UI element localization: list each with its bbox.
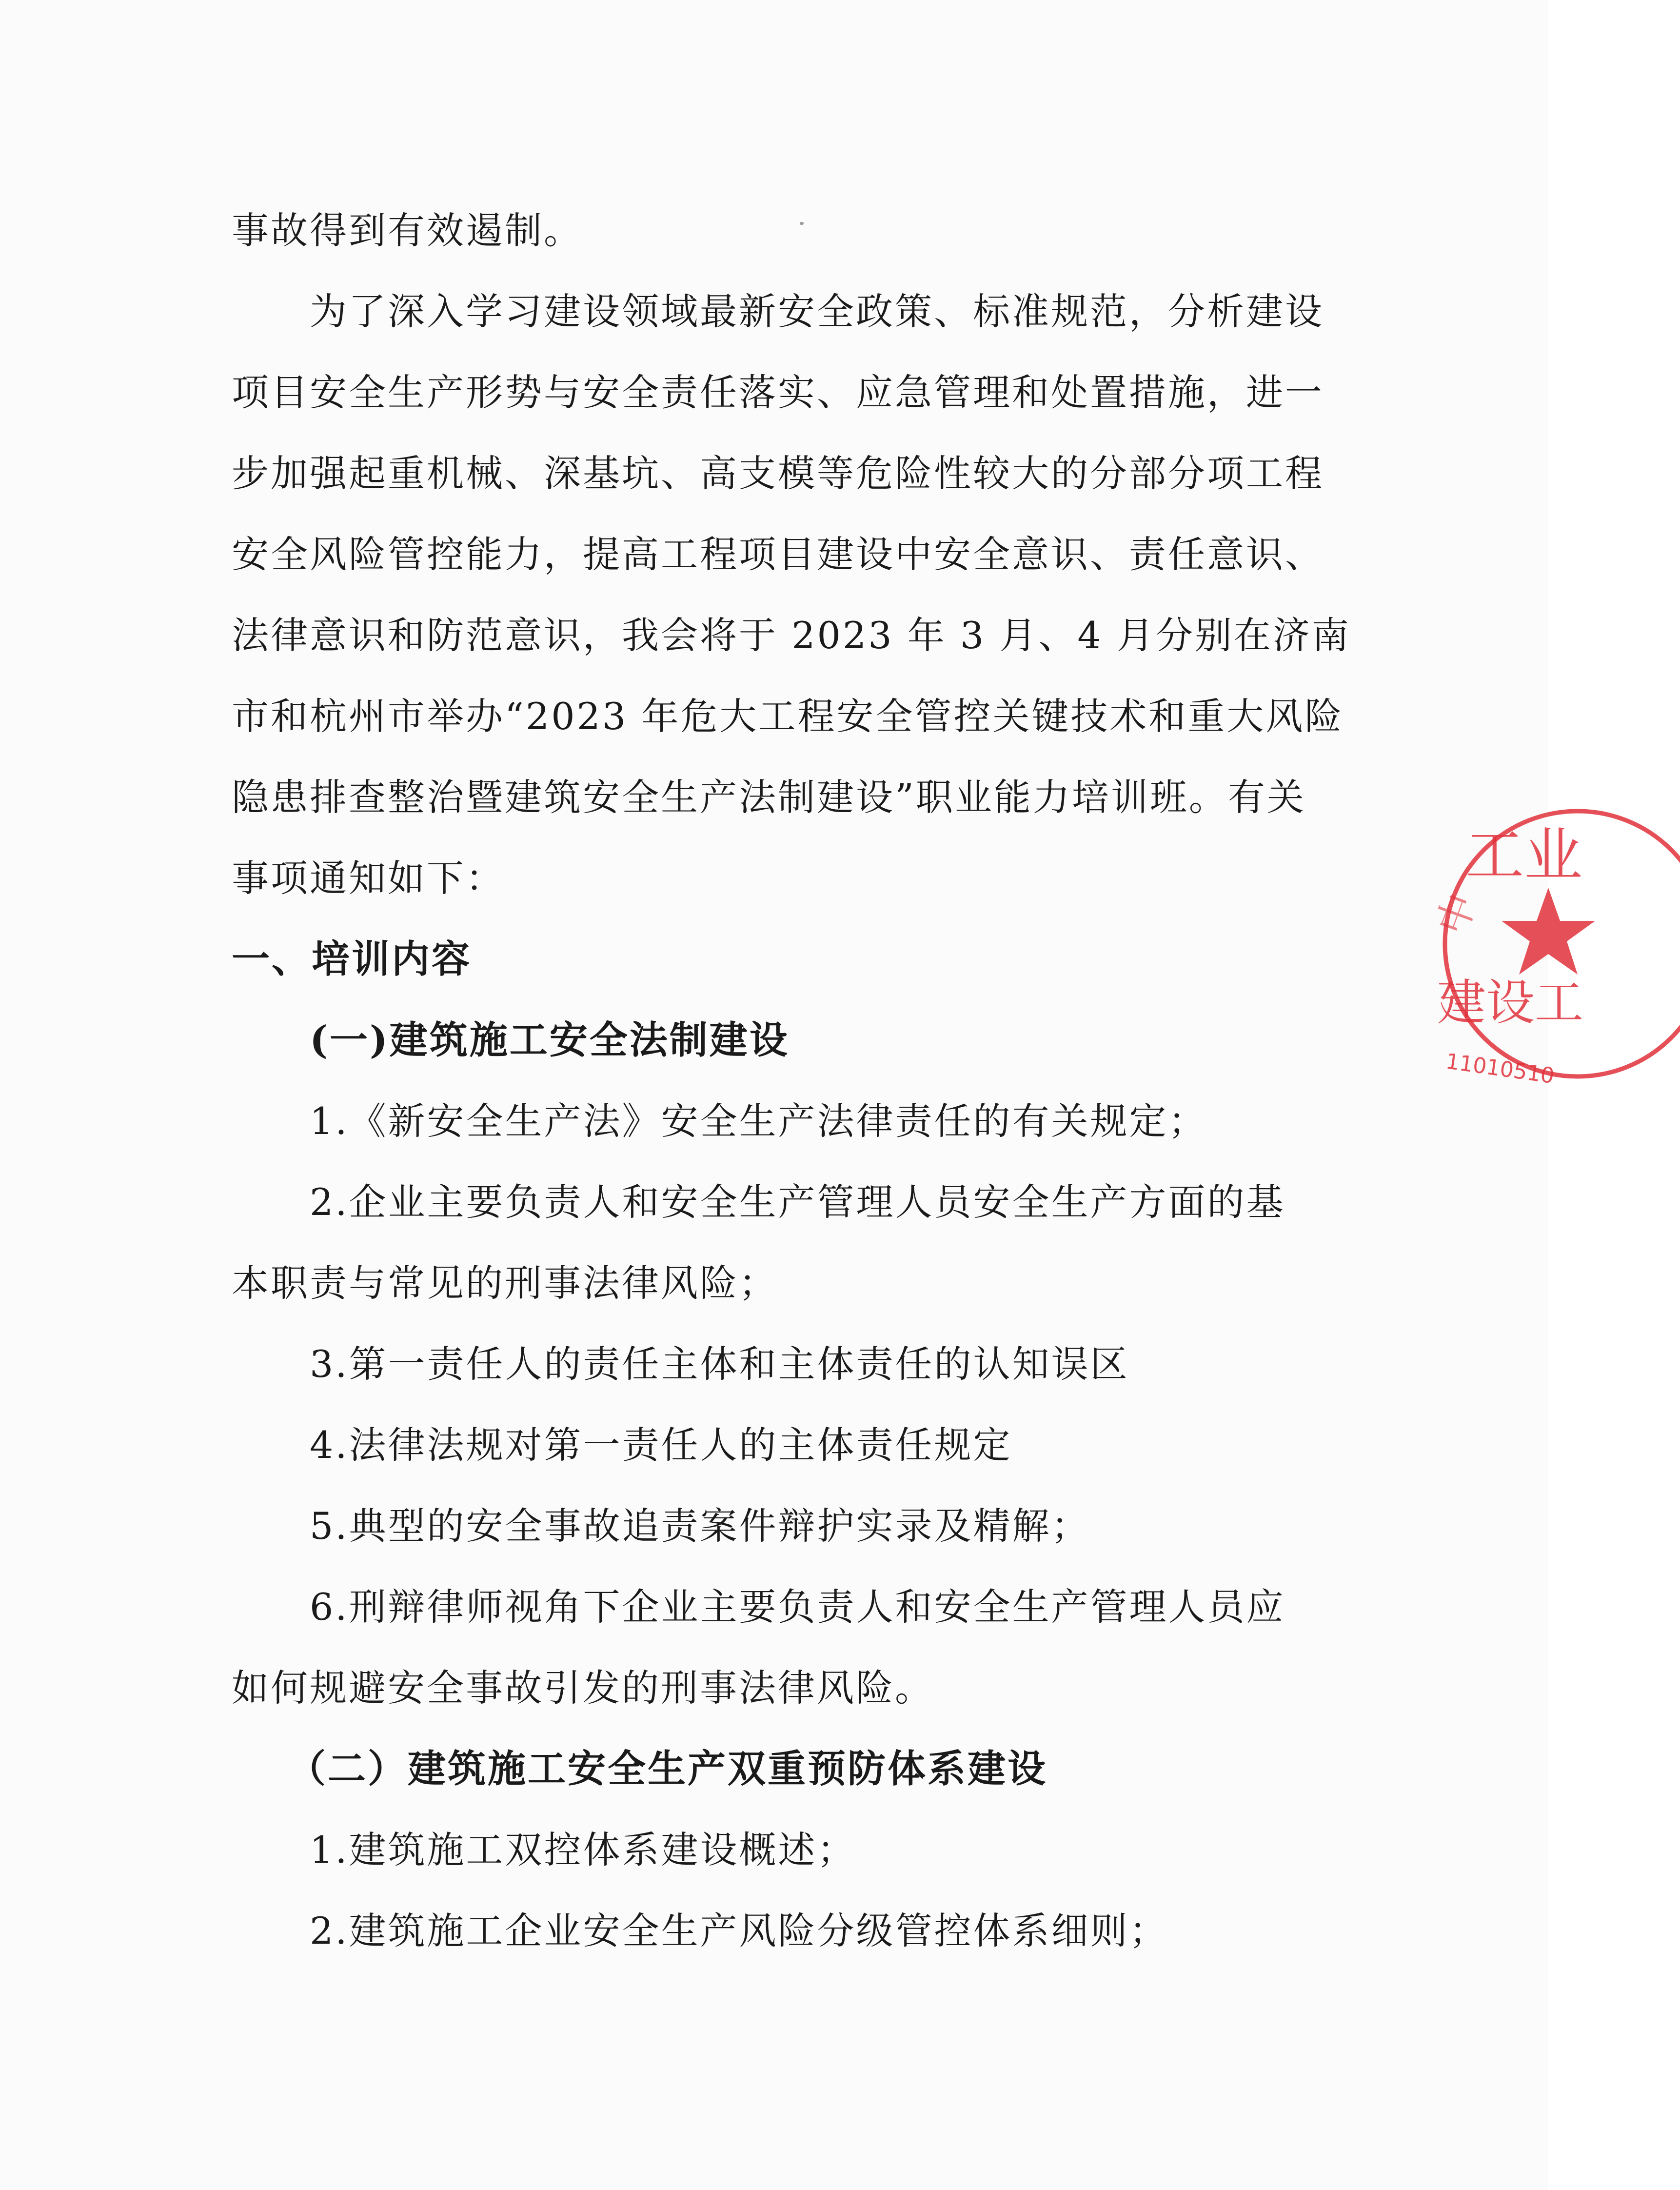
list-item-1: 1.《新安全生产法》安全生产法律责任的有关规定； xyxy=(310,1099,1207,1143)
document-body xyxy=(232,190,1351,1971)
red-seal-stamp xyxy=(1428,795,1680,1097)
list-item-6-line-2: 如何规避安全事故引发的刑事法律风险。 xyxy=(232,1666,934,1710)
list-item-4: 4.法律法规对第一责任人的主体责任规定 xyxy=(310,1423,1012,1467)
paragraph-intro-line-7: 隐患排查整治暨建筑安全生产法制建设”职业能力培训班。有关 xyxy=(232,776,1306,819)
paragraph-intro-line-2: 项目安全生产形势与安全责任落实、应急管理和处置措施，进一 xyxy=(232,371,1324,414)
paragraph-intro-line-5: 法律意识和防范意识，我会将于 2023 年 3 月、4 月分别在济南 xyxy=(232,614,1351,657)
paragraph-intro-line-1: 为了深入学习建设领域最新安全政策、标准规范，分析建设 xyxy=(310,290,1324,333)
subsection-heading-legal: (一)建筑施工安全法制建设 xyxy=(310,1018,790,1062)
list-item-2-line-1: 2.企业主要负责人和安全生产管理人员安全生产方面的基 xyxy=(310,1180,1285,1224)
seal-bottom-text: 建设工 xyxy=(1437,974,1583,1031)
list-item-5: 5.典型的安全事故追责案件辩护实录及精解； xyxy=(310,1504,1090,1548)
seal-top-text: 工业 xyxy=(1465,822,1582,890)
list-item-2-line-2: 本职责与常见的刑事法律风险； xyxy=(232,1261,778,1305)
paragraph-intro-line-6: 市和杭州市举办“2023 年危大工程安全管控关键技术和重大风险 xyxy=(232,695,1344,738)
section-heading-training-content: 一、培训内容 xyxy=(232,937,472,981)
list-item-prevention-1: 1.建筑施工双控体系建设概述； xyxy=(310,1828,856,1871)
list-item-3: 3.第一责任人的责任主体和主体责任的认知误区 xyxy=(310,1342,1129,1386)
paragraph-continuation: 事故得到有效遏制。 xyxy=(232,209,583,252)
seal-star-icon xyxy=(1502,888,1595,975)
list-item-6-line-1: 6.刑辩律师视角下企业主要负责人和安全生产管理人员应 xyxy=(310,1585,1285,1629)
list-item-prevention-2: 2.建筑施工企业安全生产风险分级管控体系细则； xyxy=(310,1909,1168,1952)
paragraph-intro-line-8: 事项通知如下： xyxy=(232,856,505,900)
paragraph-intro-line-3: 步加强起重机械、深基坑、高支模等危险性较大的分部分项工程 xyxy=(232,452,1324,495)
subsection-heading-prevention: （二）建筑施工安全生产双重预防体系建设 xyxy=(288,1747,1048,1791)
paragraph-intro-line-4: 安全风险管控能力，提高工程项目建设中安全意识、责任意识、 xyxy=(232,533,1324,576)
seal-left-char: 中 xyxy=(1428,887,1486,941)
seal-number: 11010510 xyxy=(1444,1049,1556,1089)
